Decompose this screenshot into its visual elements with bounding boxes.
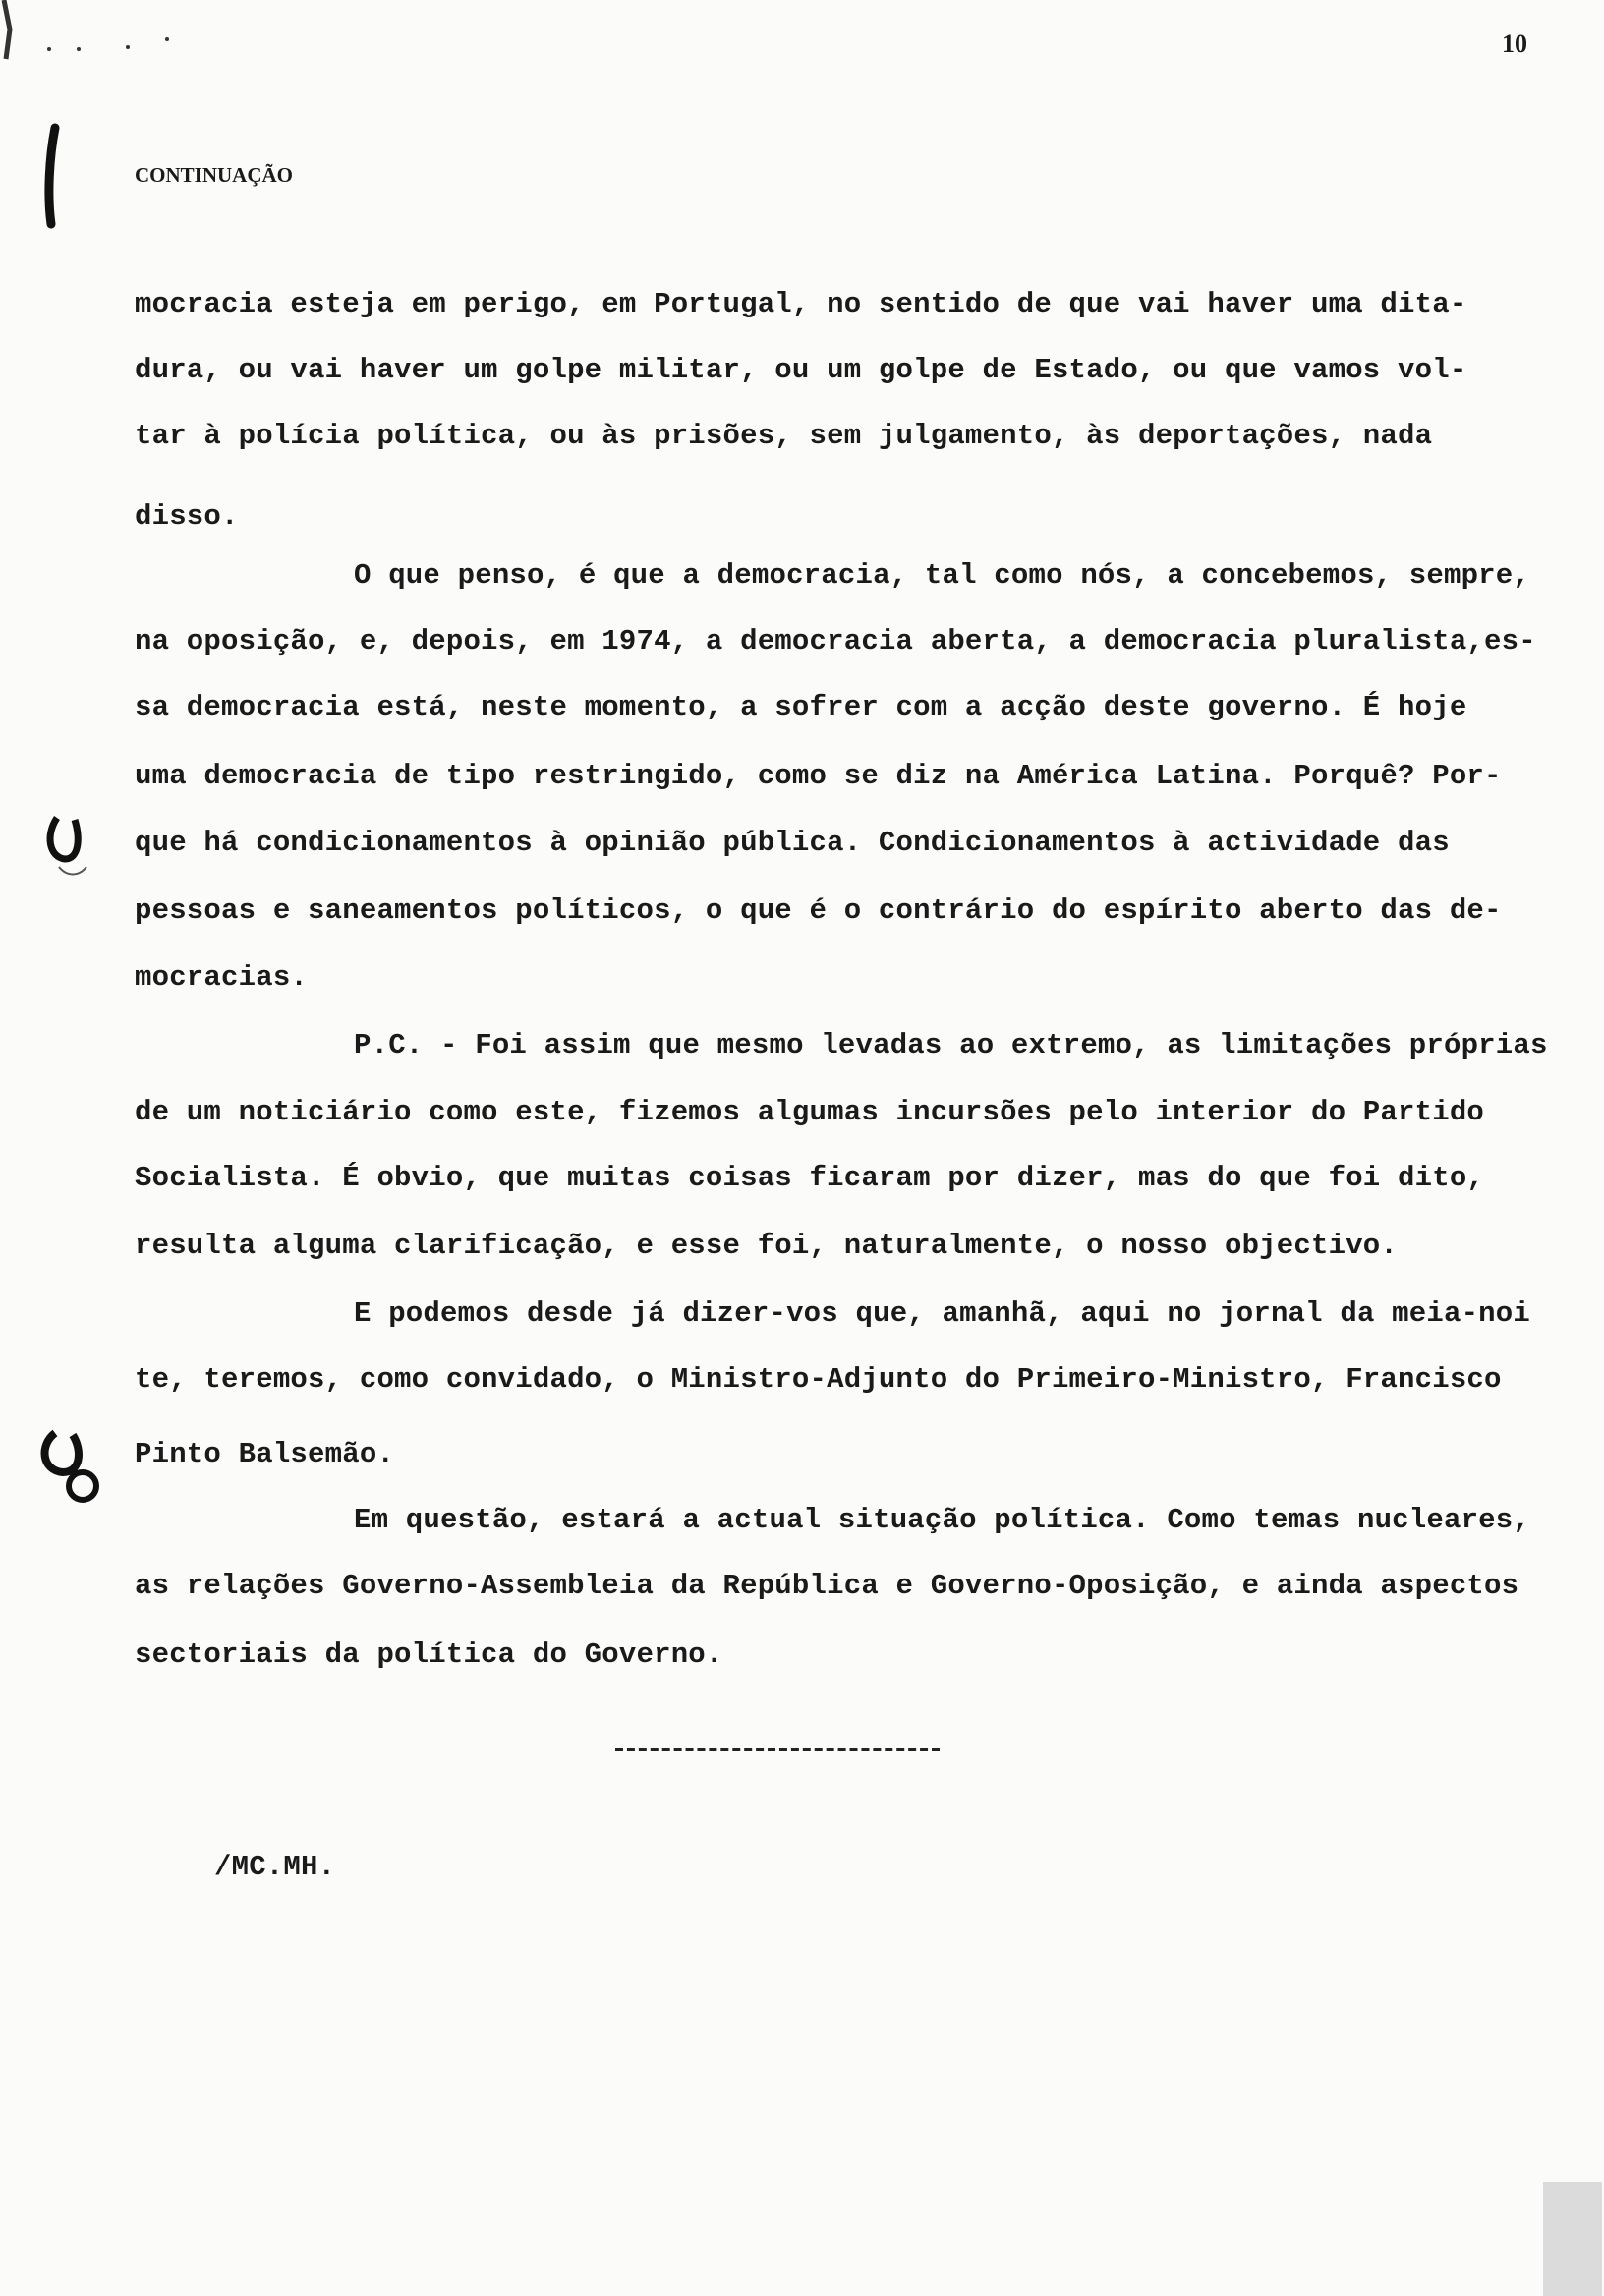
punch-hole-icon [39,806,98,885]
text-line: que há condicionamentos à opinião pública. Condicionamentos à actividade das [135,827,1450,859]
text-line: sa democracia está, neste momento, a sofrer com a acção deste governo. É hoje [135,691,1467,723]
punch-hole-icon [33,1425,112,1514]
text-line: as relações Governo-Assembleia da República e Governo-Oposição, e ainda aspectos [135,1570,1519,1602]
text-line: O que penso, é que a democracia, tal como nós, a concebemos, sempre, [354,559,1530,592]
continuation-header: CONTINUAÇÃO [135,163,294,187]
text-line: na oposição, e, depois, em 1974, a democracia aberta, a democracia pluralista,es- [135,625,1536,658]
text-line: E podemos desde já dizer-vos que, amanhã, aqui no jornal da meia-noi [354,1297,1530,1330]
text-line: mocracias. [135,961,309,994]
text-line: disso. [135,500,239,533]
typist-initials: /MC.MH. [214,1851,336,1883]
text-line: resulta alguma clarificação, e esse foi, naturalmente, o nosso objectivo. [135,1230,1399,1262]
scan-edge-noise-icon [1533,2182,1604,2296]
text-line: pessoas e saneamentos políticos, o que é o contrário do espírito aberto das de- [135,894,1502,927]
page-number: 10 [1502,29,1527,58]
binding-mark-icon [0,0,197,236]
text-line: tar à polícia política, ou às prisões, sem julgamento, às deportações, nada [135,420,1433,452]
text-line: sectoriais da política do Governo. [135,1638,723,1671]
text-line: Em questão, estará a actual situação política. Como temas nucleares, [354,1504,1530,1536]
text-line: Pinto Balsemão. [135,1438,395,1470]
end-divider [615,1748,940,1751]
text-line: P.C. - Foi assim que mesmo levadas ao extremo, as limitações próprias [354,1029,1548,1062]
text-line: uma democracia de tipo restringido, como se diz na América Latina. Porquê? Por- [135,760,1502,792]
text-line: mocracia esteja em perigo, em Portugal, no sentido de que vai haver uma dita- [135,288,1467,320]
text-line: te, teremos, como convidado, o Ministro-Adjunto do Primeiro-Ministro, Francisco [135,1363,1502,1396]
text-line: de um noticiário como este, fizemos algumas incursões pelo interior do Partido [135,1096,1485,1128]
text-line: Socialista. É obvio, que muitas coisas ficaram por dizer, mas do que foi dito, [135,1162,1485,1194]
text-line: dura, ou vai haver um golpe militar, ou um golpe de Estado, ou que vamos vol- [135,354,1467,386]
